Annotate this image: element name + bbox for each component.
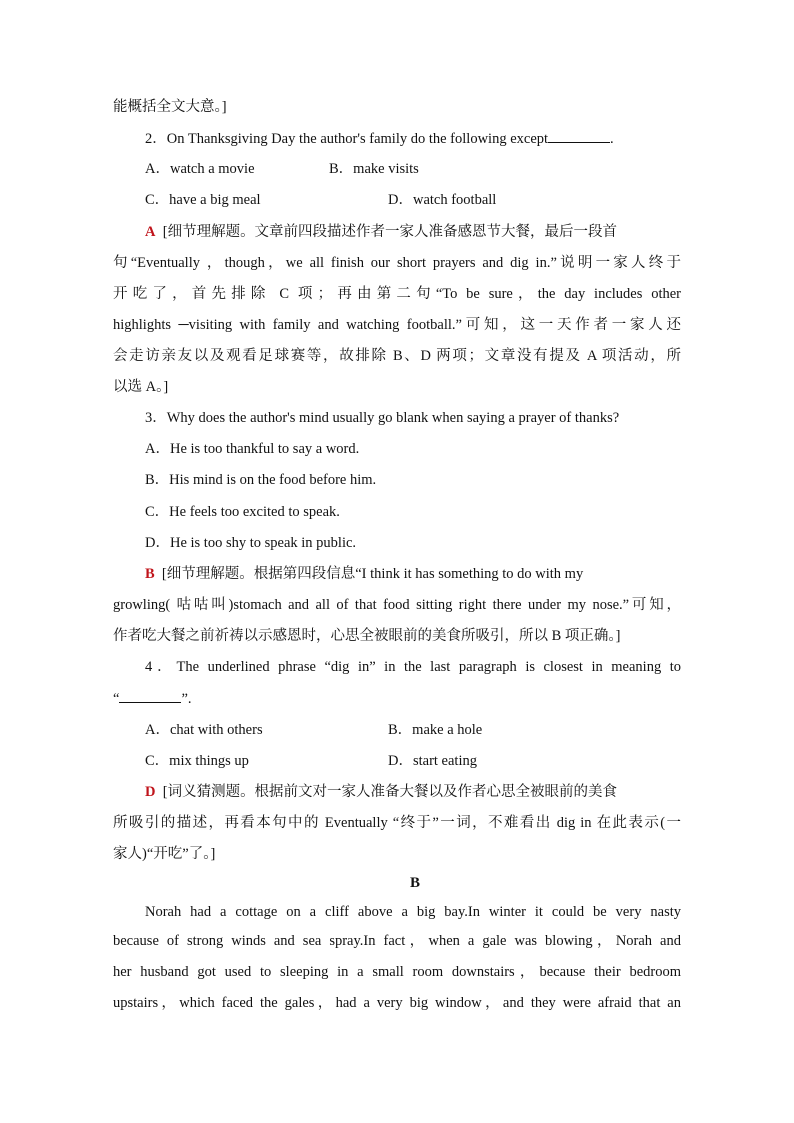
q4-answer: D (145, 784, 156, 800)
q4-close-quote: ”. (181, 691, 192, 707)
passage-b-line-4: upstairs，which faced the gales，had a very big window，and they were afraid that an (113, 995, 681, 1011)
q2-explanation-line-1 (145, 222, 681, 242)
q2-option-d: D．watch football (388, 192, 497, 208)
q4-option-c: C．mix things up (145, 753, 249, 769)
question-2-stem-end: . (610, 131, 614, 147)
q3-explanation-line-3: 作者吃大餐之前祈祷以示感恩时，心思全被眼前的美食所吸引，所以 B 项正确。] (113, 628, 621, 644)
q4-option-d: D．start eating (388, 753, 477, 769)
q3-answer: B (145, 566, 155, 582)
q2-option-a: A．watch a movie (145, 161, 255, 177)
q3-option-b: B．His mind is on the food before him. (145, 472, 377, 488)
q2-answer: A (145, 224, 156, 240)
q4-explanation-text-1: [词义猜测题。根据前文对一家人准备大餐以及作者心思全被眼前的美食 (162, 784, 618, 800)
q3-option-c: C．He feels too excited to speak. (145, 504, 340, 520)
passage-b-line-3: her husband got used to sleeping in a small room downstairs，because their bedroom (113, 964, 681, 980)
answer-blank (119, 688, 181, 703)
q3-option-d: D．He is too shy to speak in public. (145, 535, 357, 551)
question-4-stem: 4．The underlined phrase “dig in” in the last paragraph is closest in meaning to (145, 659, 681, 675)
q2-explanation-line-6: 以选 A。] (113, 379, 169, 395)
q3-explanation-text-1: [细节理解题。根据第四段信息“I think it has something to do with my (161, 566, 584, 582)
q2-explanation-line-5: 会走访亲友以及观看足球赛等，故排除 B、D 两项；文章没有提及 A 项活动，所 (113, 348, 681, 364)
q2-option-b: B．make visits (329, 161, 419, 177)
question-2-stem-text: 2．On Thanksgiving Day the author's family do the following except (145, 131, 549, 147)
q3-option-a: A．He is too thankful to say a word. (145, 441, 360, 457)
q4-open-quote: “ (113, 691, 120, 707)
q1-explanation-tail: 能概括全文大意。] (113, 99, 227, 115)
q2-explanation-line-2: 句“Eventually ，though，we all finish our short prayers and dig in.”说明一家人终于 (113, 255, 681, 271)
q4-explanation-line-3: 家人)“开吃”了。] (113, 846, 216, 862)
q2-explanation-line-4: highlights ─visiting with family and watching football.”可知，这一天作者一家人还 (113, 317, 681, 333)
question-3-stem: 3．Why does the author's mind usually go blank when saying a prayer of thanks? (145, 410, 620, 426)
q2-option-c: C．have a big meal (145, 192, 261, 208)
answer-blank (548, 128, 610, 143)
q3-explanation-line-1 (145, 564, 681, 584)
q2-explanation-text-1: [细节理解题。文章前四段描述作者一家人准备感恩节大餐，最后一段首 (162, 224, 618, 240)
q2-explanation-line-3: 开吃了，首先排除 C 项；再由第二句“To be sure，the day includes other (113, 286, 681, 302)
q3-explanation-line-2: growling( 咕咕叫)stomach and all of that food sitting right there under my nose.”可知， (113, 597, 681, 613)
question-4-stem-line-2 (113, 688, 681, 709)
q4-explanation-line-2: 所吸引的描述，再看本句中的 Eventually “终于”一词，不难看出 dig in 在此表示(一 (113, 815, 681, 831)
q4-option-b: B．make a hole (388, 722, 483, 738)
q4-option-a: A．chat with others (145, 722, 263, 738)
q4-explanation-line-1 (145, 782, 681, 802)
section-b-heading: B (409, 875, 420, 891)
passage-b-line-1: Norah had a cottage on a cliff above a big bay.In winter it could be very nasty (145, 904, 681, 920)
passage-b-line-2: because of strong winds and sea spray.In fact，when a gale was blowing，Norah and (113, 933, 681, 949)
question-2-stem (145, 128, 681, 149)
